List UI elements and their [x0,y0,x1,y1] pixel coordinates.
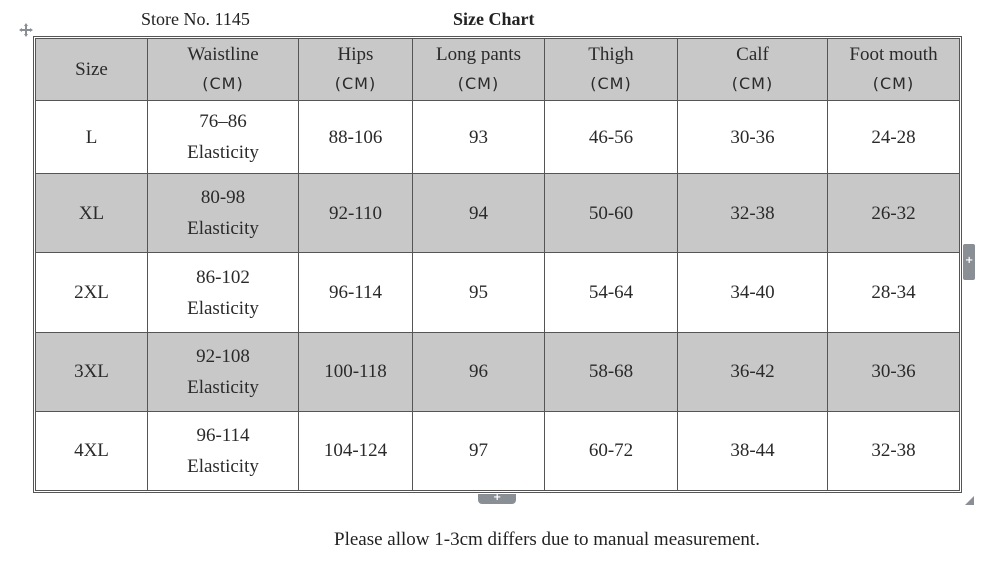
chart-title: Size Chart [453,9,535,29]
cell-long-pants: 94 [413,174,545,253]
cell-hips: 96-114 [299,253,413,332]
cell-thigh: 46-56 [545,101,678,174]
cell-waistline: 76–86 Elasticity [148,101,299,174]
cell-long-pants: 97 [413,411,545,490]
table-row [36,101,960,174]
cell-long-pants: 95 [413,253,545,332]
header-calf: Calf (CM) [678,39,828,101]
cell-foot-mouth: 28-34 [828,253,960,332]
cell-long-pants: 96 [413,332,545,411]
cell-foot-mouth: 26-32 [828,174,960,253]
cell-hips: 92-110 [299,174,413,253]
add-row-button[interactable] [478,494,516,504]
cell-waistline: 92-108 Elasticity [148,332,299,411]
plus-icon: + [493,492,502,503]
cell-foot-mouth: 30-36 [828,332,960,411]
cell-hips: 88-106 [299,101,413,174]
add-column-button[interactable] [963,244,975,280]
cell-hips: 104-124 [299,411,413,490]
store-number: Store No. 1145 [141,9,250,29]
cell-calf: 36-42 [678,332,828,411]
cell-size: 3XL [36,332,148,411]
cell-calf: 34-40 [678,253,828,332]
header-long-pants: Long pants (CM) [413,39,545,101]
table-row [36,174,960,253]
cell-waistline: 86-102 Elasticity [148,253,299,332]
plus-icon: + [965,255,974,266]
header-foot-mouth: Foot mouth (CM) [828,39,960,101]
cell-size: L [36,101,148,174]
cell-waistline: 80-98 Elasticity [148,174,299,253]
cell-size: XL [36,174,148,253]
cell-hips: 100-118 [299,332,413,411]
header-thigh: Thigh (CM) [545,39,678,101]
cell-thigh: 60-72 [545,411,678,490]
cell-thigh: 50-60 [545,174,678,253]
table-row [36,332,960,411]
move-handle-icon[interactable] [18,22,34,38]
header-hips: Hips (CM) [299,39,413,101]
header-waistline: Waistline (CM) [148,39,299,101]
table-header-row [36,39,960,101]
cell-thigh: 58-68 [545,332,678,411]
table-row [36,253,960,332]
cell-waistline: 96-114 Elasticity [148,411,299,490]
cell-foot-mouth: 32-38 [828,411,960,490]
cell-size: 2XL [36,253,148,332]
resize-handle-icon[interactable] [963,494,975,506]
cell-foot-mouth: 24-28 [828,101,960,174]
size-table-frame [33,36,962,493]
measurement-note: Please allow 1-3cm differs due to manual measurement. [334,529,760,550]
table-row [36,411,960,490]
cell-calf: 30-36 [678,101,828,174]
cell-calf: 38-44 [678,411,828,490]
size-table [35,38,960,491]
cell-size: 4XL [36,411,148,490]
cell-thigh: 54-64 [545,253,678,332]
cell-calf: 32-38 [678,174,828,253]
header-size: Size [36,39,148,101]
cell-long-pants: 93 [413,101,545,174]
